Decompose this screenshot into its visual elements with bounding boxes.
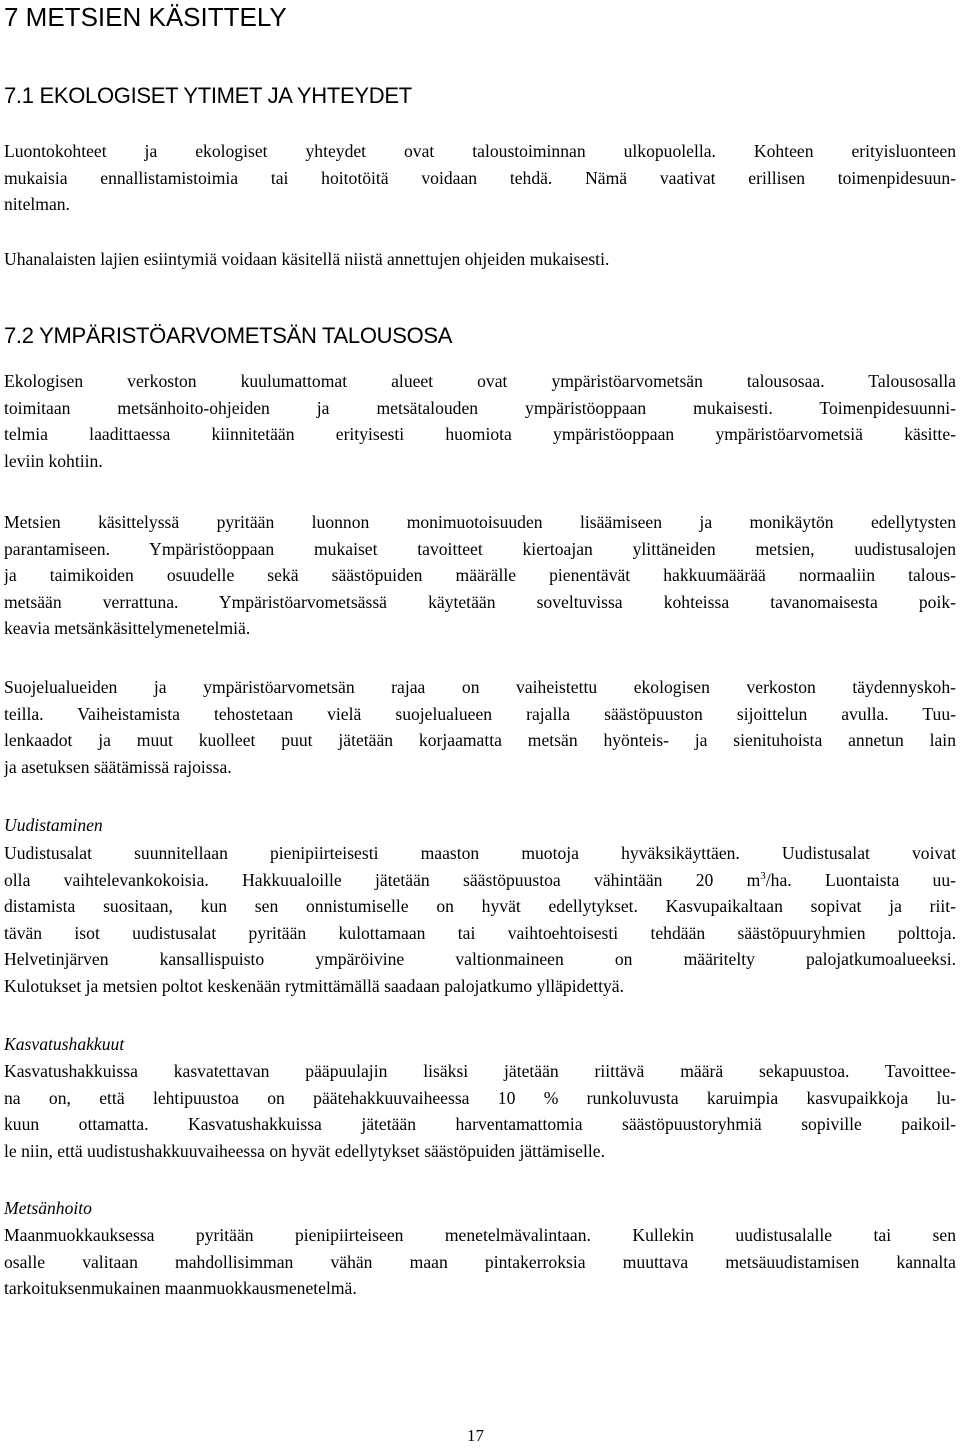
paragraph [4,138,956,218]
text-line: Helvetinjärven kansallispuisto ympäröivine valtionmaineen on määritelty palojatkumoalueeksi. [4,949,956,969]
chapter-title: 7 METSIEN KÄSITTELY [4,2,287,32]
text-line: mukaisia ennallistamistoimia tai hoitotöitä voidaan tehdä. Nämä vaativat erillisen toimenpidesuun- [4,167,956,188]
text-line: Metsien käsittelyssä pyritään luonnon monimuotoisuuden lisäämiseen ja monikäytön edellytysten [4,512,956,532]
text-line: tarkoituksenmukainen maanmuokkausmenetelmä. [4,1278,357,1298]
text-segment: /ha. Luontaista uu- [765,869,956,890]
text-line: Ekologisen verkoston kuulumattomat alueet ovat ympäristöarvometsän talousosaa. Talousosalla [4,371,956,391]
text-line: telmia laadittaessa kiinnitetään erityisesti huomiota ympäristöoppaan ympäristöarvometsiä käsitte- [4,424,956,444]
text-line: ja asetuksen säätämissä rajoissa. [4,756,232,777]
subsection-title-uudistaminen: Uudistaminen [4,815,103,835]
paragraph [4,1058,956,1164]
section-heading-7-1: 7.1 EKOLOGISET YTIMET JA YHTEYDET [4,83,412,108]
text-line: tävän isot uudistusalat pyritään kulottamaan tai vaihtoehtoisesti tehdään säästöpuuryhmien polttoja. [4,922,956,943]
text-line: Luontokohteet ja ekologiset yhteydet ovat taloustoiminnan ulkopuolella. Kohteen erityisluonteen [4,141,956,161]
paragraph [4,840,956,999]
text-line: Suojelualueiden ja ympäristöarvometsän rajaa on vaiheistettu ekologisen verkoston täydennyskoh- [4,677,956,697]
superscript: 3 [760,869,766,882]
paragraph [4,509,956,642]
text-line: keavia metsänkäsittelymenetelmiä. [4,618,251,638]
text-line: na on, että lehtipuustoa on päätehakkuuvaiheessa 10 % runkoluvusta karuimpia kasvupaikkoja lu- [4,1087,956,1108]
text-line: nitelman. [4,194,70,214]
text-line: le niin, että uudistushakkuuvaiheessa on hyvät edellytykset säästöpuiden jättämiselle. [4,1140,605,1161]
page-number: 17 [467,1426,484,1445]
text-line [4,867,956,894]
text-line: Uudistusalat suunnitellaan pienipiirteisesti maaston muotoja hyväksikäyttäen. Uudistusalat voivat [4,843,956,863]
subsection-title-metsanhoito: Metsänhoito [4,1198,92,1218]
text-line: Uhanalaisten lajien esiintymiä voidaan käsitellä niistä annettujen ohjeiden mukaisesti. [4,249,610,269]
text-line: distamista suositaan, kun sen onnistumiselle on hyvät edellytykset. Kasvupaikaltaan sopivat ja riit- [4,896,956,916]
subsection-title-kasvatushakkuut: Kasvatushakkuut [4,1034,125,1054]
paragraph [4,246,956,273]
text-line: osalle valitaan mahdollisimman vähän maan pintakerroksia muuttava metsäuudistamisen kannalta [4,1251,956,1272]
text-line: leviin kohtiin. [4,450,103,471]
text-line: lenkaadot ja muut kuolleet puut jätetään korjaamatta metsän hyönteis- ja sienituhoista annetun lain [4,730,956,750]
text-line: ja taimikoiden osuudelle sekä säästöpuiden määrälle pienentävät hakkuumäärää normaaliin talous- [4,565,956,585]
document-page [4,0,956,1448]
paragraph [4,674,956,780]
text-line: teilla. Vaiheistamista tehostetaan vielä suojelualueen rajalla säästöpuuston sijoittelun avulla. Tuu- [4,703,956,724]
text-segment: olla vaihtelevankokoisia. Hakkuualoille jätetään säästöpuustoa vähintään 20 m [4,869,761,890]
text-line: parantamiseen. Ympäristöoppaan mukaiset tavoitteet kiertoajan ylittäneiden metsien, uudistusalojen [4,538,956,559]
paragraph [4,368,956,474]
text-line: kuun ottamatta. Kasvatushakkuissa jätetään harventamattomia säästöpuustoryhmiä sopiville paikoil- [4,1114,956,1134]
section-heading-7-2: 7.2 YMPÄRISTÖARVOMETSÄN TALOUSOSA [4,323,453,348]
text-line: metsään verrattuna. Ympäristöarvometsässä käytetään soveltuvissa kohteissa tavanomaisesta poik- [4,591,956,612]
paragraph [4,1222,956,1302]
text-line: Kulotukset ja metsien poltot keskenään rytmittämällä saadaan palojatkumo ylläpidettyä. [4,975,625,996]
text-line: Kasvatushakkuissa kasvatettavan pääpuulajin lisäksi jätetään riittävä määrä sekapuustoa. Tavoittee- [4,1061,956,1081]
text-line: Maanmuokkauksessa pyritään pienipiirteiseen menetelmävalintaan. Kullekin uudistusalalle tai sen [4,1225,956,1245]
text-line: toimitaan metsänhoito-ohjeiden ja metsätalouden ympäristöoppaan mukaisesti. Toimenpidesuunni- [4,397,956,418]
